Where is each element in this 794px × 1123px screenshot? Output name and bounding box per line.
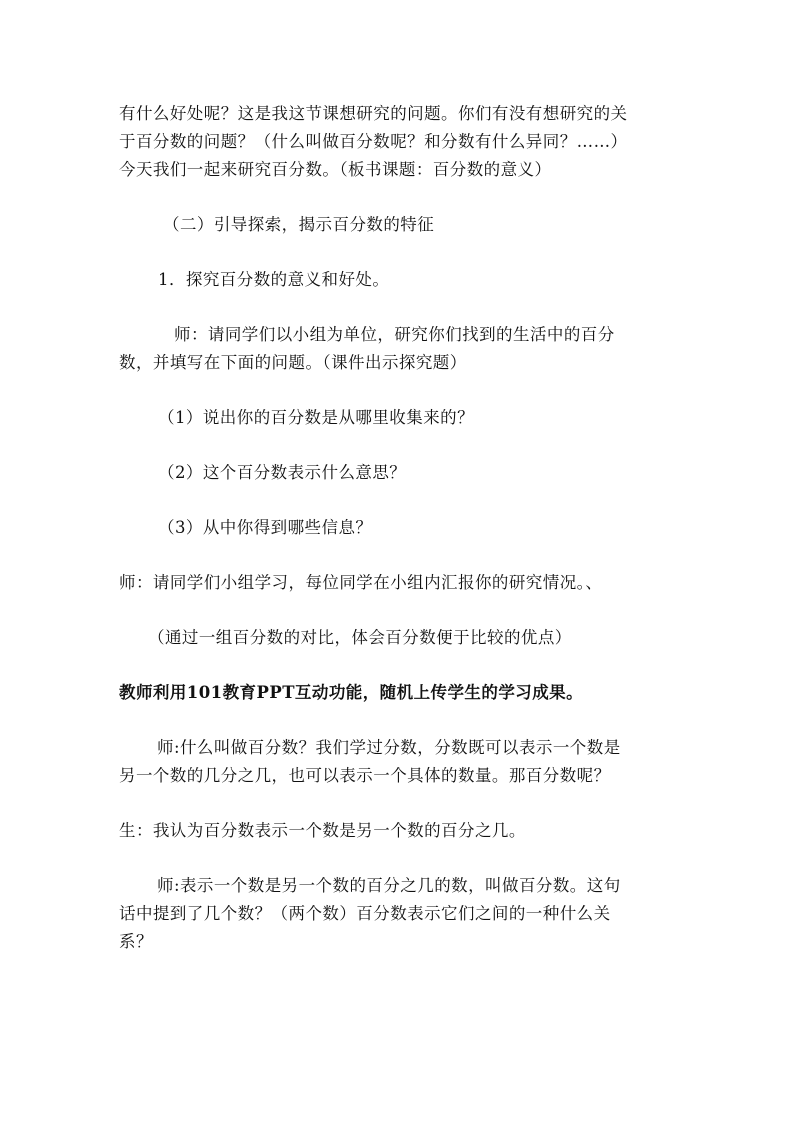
paragraph-definition <box>119 872 675 956</box>
text-line: 今天我们一起来研究百分数。（板书课题：百分数的意义） <box>119 160 552 179</box>
paragraph-student-answer <box>119 817 675 845</box>
text-line: （2）这个百分数表示什么意思？ <box>158 463 407 482</box>
paragraph-group-study <box>119 569 675 597</box>
text-line: 系？ <box>119 932 153 951</box>
question-1 <box>119 404 675 432</box>
text-line: 数，并填写在下面的问题。（课件出示探究题） <box>119 353 467 372</box>
text-line: 1．探究百分数的意义和好处。 <box>158 270 390 289</box>
text-line: 另一个数的几分之几，也可以表示一个具体的数量。那百分数呢？ <box>119 766 611 785</box>
text-line: 师：请同学们小组学习，每位同学在小组内汇报你的研究情况。、 <box>119 573 603 592</box>
text-line: （1）说出你的百分数是从哪里收集来的？ <box>158 408 475 427</box>
text-line: 有什么好处呢？这是我这节课想研究的问题。你们有没有想研究的关 <box>119 104 628 123</box>
text-line: 生：我认为百分数表示一个数是另一个数的百分之几。 <box>119 821 526 840</box>
paragraph-teacher-instruction <box>119 321 675 377</box>
section-heading <box>119 211 675 239</box>
text-line: 于百分数的问题？（什么叫做百分数呢？和分数有什么异同？……） <box>119 132 628 151</box>
subsection-heading <box>119 266 675 294</box>
text-line: （二）引导探索，揭示百分数的特征 <box>163 215 435 234</box>
paragraph-bold-ppt <box>119 679 675 707</box>
paragraph-comparison-note <box>119 624 675 652</box>
text-line: 教师利用101教育PPT互动功能，随机上传学生的学习成果。 <box>119 683 584 702</box>
text-line: 师：请同学们以小组为单位，研究你们找到的生活中的百分 <box>174 325 615 344</box>
paragraph-teacher-question <box>119 734 675 790</box>
text-line: （通过一组百分数的对比，体会百分数便于比较的优点） <box>148 628 572 647</box>
text-line: （3）从中你得到哪些信息？ <box>158 518 373 537</box>
text-line: 话中提到了几个数？（两个数）百分数表示它们之间的一种什么关 <box>119 904 611 923</box>
text-line: 师:表示一个数是另一个数的百分之几的数，叫做百分数。这句 <box>157 876 621 895</box>
paragraph-intro <box>119 100 675 184</box>
document-body <box>119 100 675 983</box>
question-2 <box>119 459 675 487</box>
text-line: 师:什么叫做百分数？我们学过分数，分数既可以表示一个数是 <box>157 738 621 757</box>
question-3 <box>119 514 675 542</box>
